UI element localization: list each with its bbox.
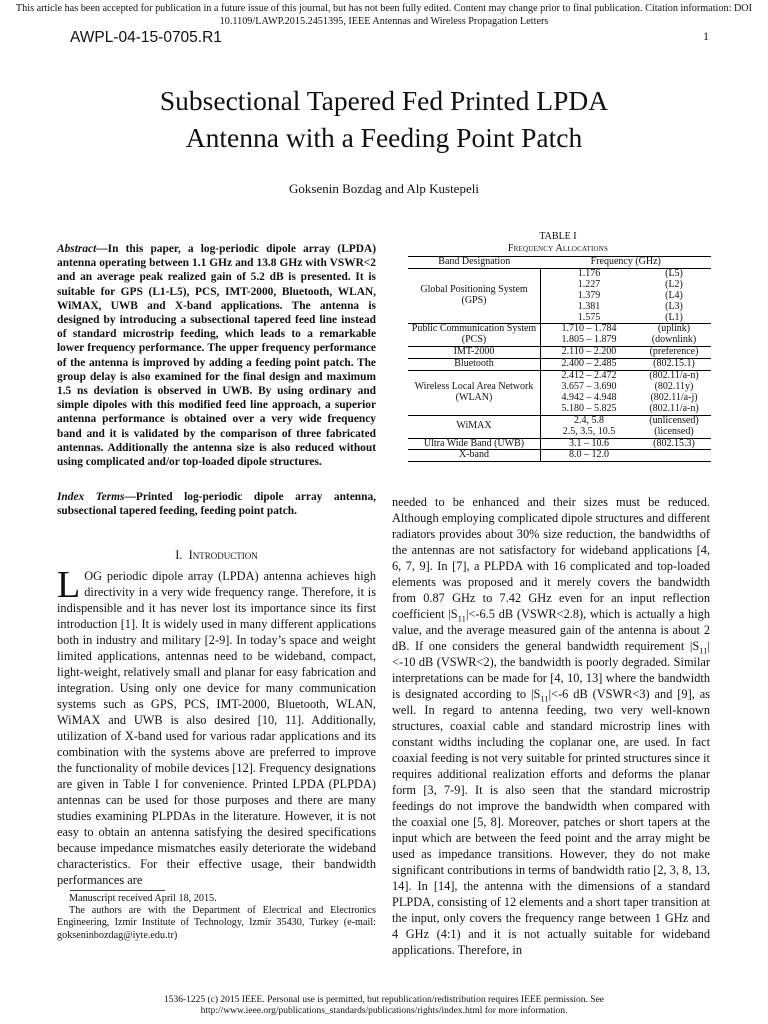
table-cell-frequency: 1.227 (577, 278, 601, 290)
table-body (408, 268, 711, 461)
table-title: Frequency Allocations (507, 243, 609, 254)
table-cell-designation: (802.11/a-n) (649, 370, 699, 382)
table-cell-frequency: 3.1 – 10.6 (541, 438, 638, 450)
table-cell-designation: (L2) (665, 278, 683, 290)
table-cell-designation: (802.11/a-n) (637, 404, 711, 415)
table-cell-designation: (802.15.3) (637, 438, 711, 450)
table-row (408, 450, 711, 462)
table-cell-band: Wireless Local Area Network (WLAN) (408, 371, 541, 416)
paper-id: AWPL-04-15-0705.R1 (70, 29, 222, 46)
introduction-left (57, 564, 376, 888)
table-cell-frequency: 2.412 – 2.472 (561, 370, 617, 382)
table-cell-designation (637, 450, 711, 462)
table-cell-band: X-band (408, 450, 541, 462)
introduction-text: OG periodic dipole array (LPDA) antenna achieves high directivity in a very wide frequency range. Therefore, it is indispensible and it has never lost its importance since its first introduction [1]. It is widely used in many different applications both in industry and military [2-9]. In today’s space and weight limited applications, antennas need to be wideband, compact, light-weight, relatively small and planar for easy fabrication and integration. Using only one device for many communication systems such as GPS, PCS, IMT-2000, Bluetooth, WLAN, WiMAX and UWB is also desired [10, 11]. Additionally, utilization of X-band used for various radar applications and its combination with the systems above are preferred to improve the functionality of mobile devices [12]. Frequency designations are given in Table I for convenience. Printed LPDA (PLPDA) antennas can be used for those purposes and there are many studies examining PLPDAs in the literature. However, it is not easy to obtain an antenna satisfying the desired specifications because impedance mismatches easily deteriorate the wideband characteristics. For their effective usage, their bandwidth performances are (57, 569, 376, 887)
right-text-4: |<-6 dB (VSWR<3) and [9], as well. In regard to antenna feeding, two very well-known structures, coaxial cable and standard microstrip lines with constant widths including the coplanar one, are used. In fact coaxial feeding is not very suitable for printed structures since it requires additional realization efforts and deforms the planar form [3, 7-9]. It is also seen that the standard microstrip feedings do not improve the bandwidth when compared with the coaxial one [5, 8]. Moreover, patches or short tapers at the input which are between the feed point and the array might be used as impedance transitions. However, they do not make significant contributions in terms of bandwidth ratio [2, 3, 8, 13, 14]. In [14], the antenna with the dimensions of a standard PLPDA, consisting of 12 elements and a short taper transition at the input, only covers the frequency range between 1 GHz and 4 GHz (4:1) and it is not actually suitable for wideband applications. Therefore, in (392, 687, 710, 957)
drop-cap: L (57, 564, 81, 606)
table-header-row (408, 257, 711, 269)
accepted-notice-line2: 10.1109/LAWP.2015.2451395, IEEE Antennas and Wireless Propagation Letters (219, 15, 549, 27)
table-cell-frequency: 1.176 (577, 267, 601, 279)
table-row (408, 359, 711, 371)
paper-title (60, 82, 708, 156)
authors: Goksenin Bozdag and Alp Kustepeli (289, 181, 479, 196)
frequency-table (408, 256, 711, 462)
table-cell-designation: (L4) (665, 289, 683, 301)
table-cell-band: WiMAX (408, 415, 541, 438)
section-number: I. (175, 548, 183, 562)
table-cell-designation: (L5) (665, 267, 683, 279)
table-cell-designation: (preference) (637, 347, 711, 359)
footnote-rule (70, 890, 165, 891)
copyright-line1: 1536-1225 (c) 2015 IEEE. Personal use is permitted, but republication/redistribution requires IEEE permission. See (163, 995, 605, 1005)
table-cell-frequency: 2.5, 3.5, 10.5 (541, 427, 638, 438)
copyright-line2: http://www.ieee.org/publications_standards/publications/rights/index.html for more information. (200, 1006, 568, 1016)
table-cell-frequency: 2.4, 5.8 (574, 414, 604, 426)
table-row (408, 347, 711, 359)
table-cell-frequency: 3.657 – 3.690 (561, 380, 617, 392)
index-terms-label: Index Terms (57, 491, 125, 503)
table-cell-frequency: 8.0 – 12.0 (541, 450, 638, 462)
subscript-11: 11 (540, 693, 549, 704)
table-cell-frequency: 5.180 – 5.825 (541, 404, 638, 415)
paper-title-line1: Subsectional Tapered Fed Printed LPDA (159, 85, 609, 116)
table-cell-designation: (unlicensed) (649, 414, 699, 426)
abstract-text: —In this paper, a log-periodic dipole array (LPDA) antenna operating between 1.1 GHz and 13.8 GHz with VSWR<2 and an average peak realized gain of 5.2 dB is presented. It is suitable for GPS (L1-L5), PCS, IMT-2000, Bluetooth, WLAN, WiMAX, UWB and X-band applications. The antenna is designed by introducing a subsectional tapered feed line instead of standard microstrip feeding, which leads to a remarkable lower frequency performance. The upper frequency performance of the antenna is improved by adding a feeding point patch. The group delay is also examined for the final design and maximum 1.5 ns deviation is observed in UWB. By using ordinary and simple dipoles with this modified feed line approach, a superior antenna performance is obtained over a very wide frequency band and it is validated by the comparison of three fabricated antennas. Additionally the antenna size is also reduced without using complicated and/or top-loaded dipole structures. (57, 243, 376, 469)
subscript-11: 11 (699, 645, 708, 656)
table-cell-band: Bluetooth (408, 359, 541, 371)
table-cell-designation: (802.11y) (654, 380, 694, 392)
table-cell-band: Public Communication System (PCS) (408, 324, 541, 347)
table-cell-designation: (licensed) (637, 427, 711, 438)
table-cell-band: Global Positioning System (GPS) (408, 268, 541, 324)
table-header-frequency: Frequency (GHz) (541, 257, 712, 269)
table-cell-designation: (802.11/a-j) (650, 391, 698, 403)
footnote-affiliation: The authors are with the Department of Electrical and Electronics Engineering, Izmir Institute of Technology, Izmir 35430, Turkey (e-mail: gokseninbozdag@iyte.edu.tr) (57, 905, 376, 941)
table-row (408, 415, 711, 426)
abstract-label: Abstract (57, 243, 97, 255)
table-cell-band: IMT-2000 (408, 347, 541, 359)
footnote (57, 893, 376, 942)
abstract (57, 242, 376, 469)
copyright-notice (0, 995, 768, 1017)
index-terms (57, 490, 376, 518)
accepted-notice (0, 3, 768, 28)
table-cell-designation: (L1) (637, 313, 711, 324)
table-cell-designation: (L3) (665, 300, 683, 312)
table-cell-frequency: 1.805 – 1.879 (541, 335, 638, 346)
table-cell-frequency: 2.400 – 2.485 (541, 359, 638, 371)
table-cell-designation: (downlink) (637, 335, 711, 346)
index-terms-text: —Printed log-periodic dipole array antenna, subsectional tapered feeding, feeding point patch. (57, 491, 376, 518)
subscript-11: 11 (457, 613, 466, 624)
table-cell-frequency: 2.110 – 2.200 (541, 347, 638, 359)
table-cell-frequency: 1.381 (577, 300, 601, 312)
table-cell-designation: (802.15.1) (637, 359, 711, 371)
table-cell-designation: (uplink) (657, 323, 691, 335)
introduction-right (392, 494, 710, 958)
paper-title-line2: Antenna with a Feeding Point Patch (185, 122, 583, 153)
right-text-3: |<-10 dB (VSWR<2), the bandwidth is poorly degraded. Similar interpretations can be made for [4, 10, 13] where the bandwidth is designated according to |S (392, 639, 710, 701)
table-cell-frequency: 1.379 (577, 289, 601, 301)
footnote-received: Manuscript received April 18, 2015. (69, 893, 217, 904)
accepted-notice-line1: This article has been accepted for publication in a future issue of this journal, but has not been fully edited. Content may change prior to final publication. Citation information: DOI (15, 3, 753, 14)
section-heading (57, 548, 376, 563)
section-title: Introduction (188, 548, 258, 562)
table-cell-frequency: 4.942 – 4.948 (561, 391, 617, 403)
table-cell-band: Ultra Wide Band (UWB) (408, 438, 541, 450)
right-text-2: |<-6.5 dB (VSWR<2.8), which is actually a high value, and the average measured gain of the antenna is about 2 dB. If one considers the general bandwidth requirement |S (392, 607, 711, 653)
table-caption: TABLE I (539, 231, 577, 242)
right-text-1: needed to be enhanced and their sizes must be reduced. Although employing complicated dipole structures and different radiators provides about 30% size reduction, the bandwidths of the antennas are not satisfactory for wideband applications [4, 6, 7, 9]. In [7], a PLPDA with 16 complicated and top-loaded elements was proposed and it merely covers the bandwidth from 0.87 GHz to 7.42 GHz even for an input reflection coefficient |S (392, 495, 710, 621)
page-number: 1 (703, 29, 709, 43)
table-cell-frequency: 1.710 – 1.784 (561, 323, 617, 335)
table-header-band: Band Designation (408, 257, 541, 269)
table-cell-frequency: 1.575 (541, 313, 638, 324)
table-row (408, 438, 711, 450)
